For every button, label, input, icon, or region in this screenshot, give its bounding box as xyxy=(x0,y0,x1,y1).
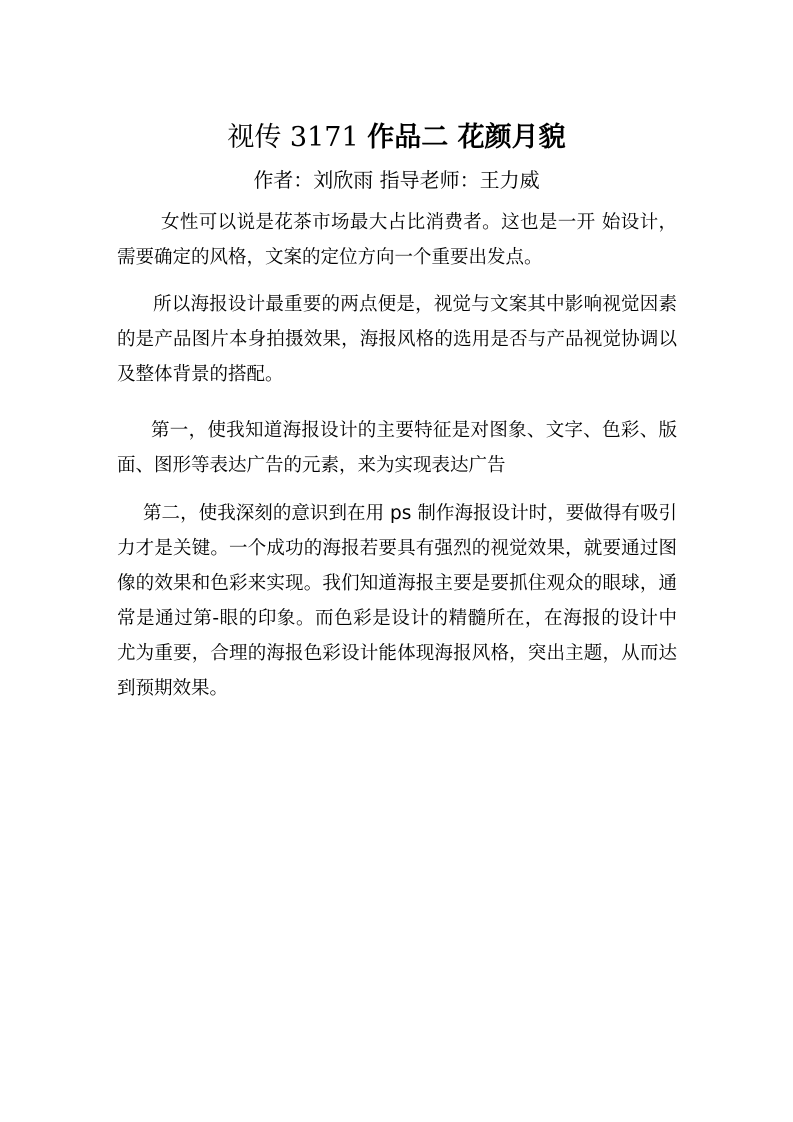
title-main: 作品二 花颜月貌 xyxy=(367,122,566,153)
paragraph-2: 所以海报设计最重要的两点便是，视觉与文案其中影响视觉因素的是产品图片本身拍摄效果，海报风格的选用是否与产品视觉协调以及整体背景的搭配。 xyxy=(117,294,677,385)
title-prefix: 视传 3171 xyxy=(227,122,368,153)
paragraph-3: 第一，使我知道海报设计的主要特征是对图象、文字、色彩、版面、图形等表达广告的元素，来为实现表达广告 xyxy=(117,420,677,476)
paragraph-1: 女性可以说是花茶市场最大占比消费者。这也是一开 始设计，需要确定的风格，文案的定位方向一个重要出发点。 xyxy=(117,212,677,268)
document-title xyxy=(0,118,793,158)
author-line: 作者：刘欣雨 指导老师：王力威 xyxy=(253,168,540,192)
paragraph-4: 第二，使我深刻的意识到在用 ps 制作海报设计时，要做得有吸引力才是关键。一个成功的海报若要具有强烈的视觉效果，就要通过图像的效果和色彩来实现。我们知道海报主要是要抓住观众的眼球，通常是通过第-眼的印象。而色彩是设计的精髓所在，在海报的设计中尤为重要，合理的海报色彩设计能体现海报风格，突出主题，从而达到预期效果。 xyxy=(117,503,677,699)
